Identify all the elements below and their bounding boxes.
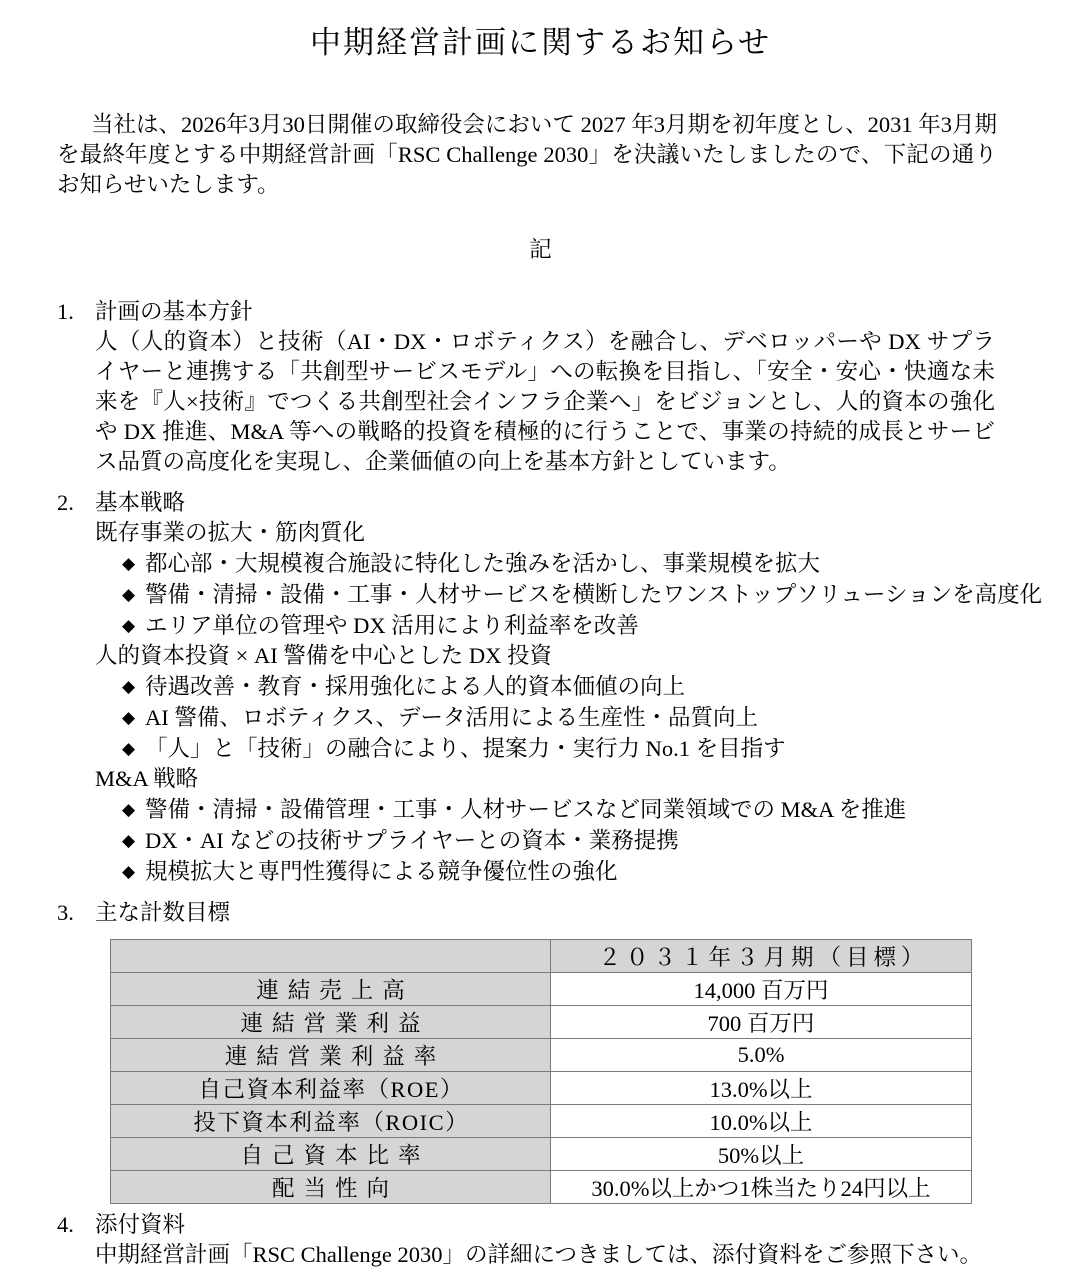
section-1-body: 人（人的資本）と技術（AI・DX・ロボティクス）を融合し、デベロッパーや DX サプライヤーと連携する「共創型サービスモデル」への転換を目指し、「安全・安心・快適な未来を『人×技術』でつくる共創型社会インフラ企業へ」をビジョンとし、人的資本の強化や DX 推進、M&A 等への戦略的投資を積極的に行うことで、事業の持続的成長とサービス品質の高度化を実現し、企業価値の向上を基本方針としています。 [95,329,995,474]
table-header-value-cell: ２０３１年３月期（目標） [551,940,972,973]
list-item [95,856,1081,887]
table-row [111,1138,972,1171]
table-row [111,1072,972,1105]
kpi-label: 連結売上高 [111,973,551,1006]
diamond-bullet-icon: ◆ [122,739,136,758]
list-item-label: DX・AI などの技術サプライヤーとの資本・業務提携 [145,828,679,853]
diamond-bullet-icon: ◆ [122,616,136,635]
table-header-label-cell [111,940,551,973]
kpi-value: 700 百万円 [551,1006,972,1039]
list-item [95,610,1081,641]
diamond-bullet-icon: ◆ [122,862,136,881]
kpi-value: 10.0%以上 [551,1105,972,1138]
diamond-bullet-icon: ◆ [122,800,136,819]
strategy-group-2-list [95,671,1081,764]
kpi-label: 連結営業利益率 [111,1039,551,1072]
list-item-label: 待遇改善・教育・採用強化による人的資本価値の向上 [145,674,686,699]
diamond-bullet-icon: ◆ [122,554,136,573]
list-item [95,702,1081,733]
list-item-label: 都心部・大規模複合施設に特化した強みを活かし、事業規模を拡大 [145,551,821,576]
kpi-label: 自己資本利益率（ROE） [111,1072,551,1105]
table-header-row [111,940,972,973]
section-4-number: 4. [57,1212,74,1237]
kpi-value: 30.0%以上かつ1株当たり24円以上 [551,1171,972,1204]
diamond-bullet-icon: ◆ [122,677,136,696]
table-row [111,1171,972,1204]
list-item [95,548,1081,579]
sections-container [0,297,1081,1270]
section-4-title: 添付資料 [95,1212,186,1237]
list-item-label: 「人」と「技術」の融合により、提案力・実行力 No.1 を目指す [145,736,786,761]
list-item-label: エリア単位の管理や DX 活用により利益率を改善 [145,613,639,638]
list-item [95,794,1081,825]
list-item [95,733,1081,764]
list-item-label: 警備・清掃・設備・工事・人材サービスを横断したワンストップソリューションを高度化 [145,582,1043,607]
strategy-group-1-list [95,548,1081,641]
list-item-label: 規模拡大と専門性獲得による競争優位性の強化 [145,859,618,884]
kpi-table [110,939,972,1204]
table-row [111,1039,972,1072]
kpi-label: 連結営業利益 [111,1006,551,1039]
ki-mark: 記 [529,237,552,262]
section-2-number: 2. [57,490,74,515]
kpi-label: 自己資本比率 [111,1138,551,1171]
table-row [111,1006,972,1039]
diamond-bullet-icon: ◆ [122,831,136,850]
section-1-title: 計画の基本方針 [95,299,253,324]
strategy-group-3-list [95,794,1081,887]
section-4 [0,1210,1081,1270]
kpi-label: 投下資本利益率（ROIC） [111,1105,551,1138]
page-title: 中期経営計画に関するお知らせ [309,25,772,61]
section-4-body: 中期経営計画「RSC Challenge 2030」の詳細につきましては、添付資料をご参照下さい。 [95,1242,983,1267]
list-item-label: 警備・清掃・設備管理・工事・人材サービスなど同業領域での M&A を推進 [145,797,907,822]
kpi-table-wrapper [95,939,1081,1204]
kpi-label: 配当性向 [111,1171,551,1204]
table-row [111,973,972,1006]
kpi-value: 5.0% [551,1039,972,1072]
strategy-group-3-heading: M&A 戦略 [95,766,199,791]
kpi-value: 13.0%以上 [551,1072,972,1105]
intro-paragraph: 当社は、2026年3月30日開催の取締役会において 2027 年3月期を初年度とし、2031 年3月期を最終年度とする中期経営計画「RSC Challenge 2030」を決議いたしましたので、下記の通りお知らせいたします。 [57,112,997,197]
section-3-number: 3. [57,900,74,925]
section-3 [0,898,1081,1204]
list-item-label: AI 警備、ロボティクス、データ活用による生産性・品質向上 [145,705,759,730]
list-item [95,825,1081,856]
section-2 [0,488,1081,887]
kpi-value: 50%以上 [551,1138,972,1171]
strategy-group-2-heading: 人的資本投資 × AI 警備を中心とした DX 投資 [95,643,553,668]
section-3-title: 主な計数目標 [95,900,231,925]
list-item [95,579,1081,610]
kpi-value: 14,000 百万円 [551,973,972,1006]
strategy-group-1-heading: 既存事業の拡大・筋肉質化 [95,520,366,545]
table-row [111,1105,972,1138]
list-item [95,671,1081,702]
section-1-number: 1. [57,299,74,324]
section-1 [0,297,1081,477]
section-2-title: 基本戦略 [95,490,186,515]
diamond-bullet-icon: ◆ [122,585,136,604]
diamond-bullet-icon: ◆ [122,708,136,727]
